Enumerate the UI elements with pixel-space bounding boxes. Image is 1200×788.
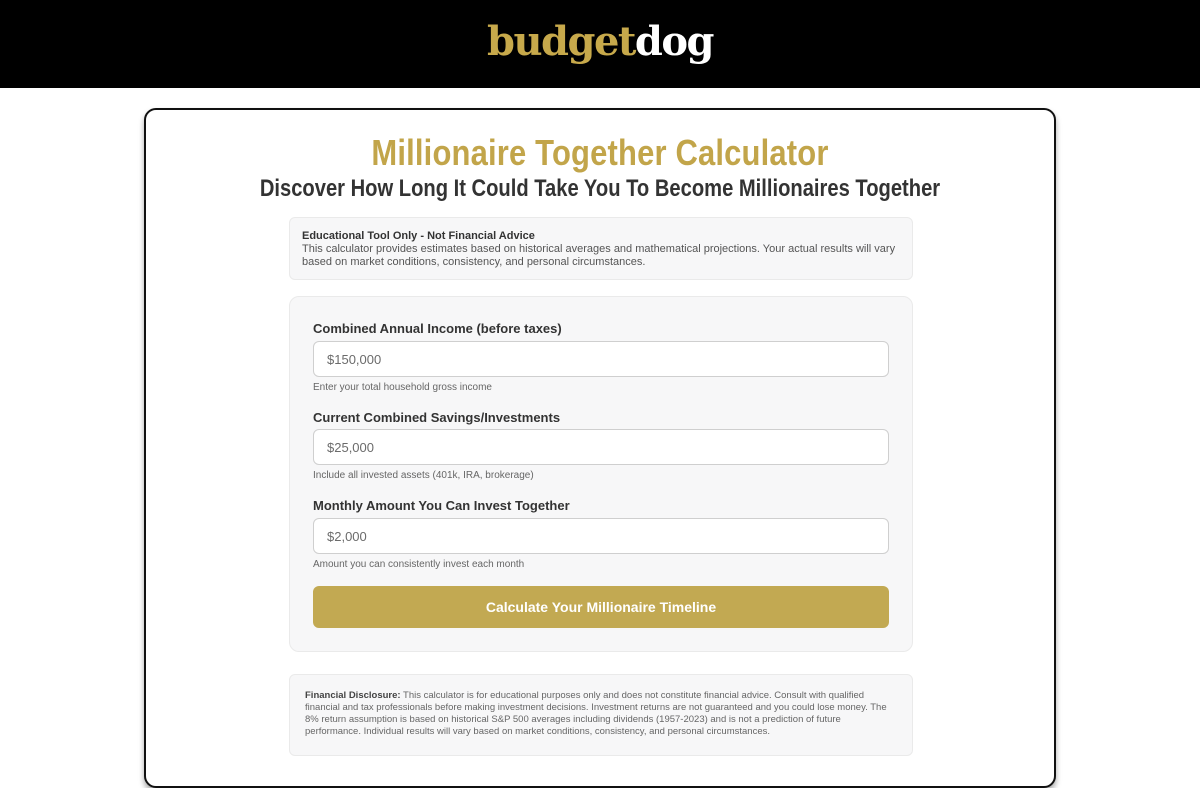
budgetdog-logo[interactable]	[486, 18, 714, 65]
monthly-invest-label: Monthly Amount You Can Invest Together	[313, 498, 570, 513]
income-input[interactable]	[313, 341, 889, 377]
educational-notice	[289, 217, 913, 280]
savings-label: Current Combined Savings/Investments	[313, 410, 561, 425]
page-subtitle: Discover How Long It Could Take You To Become Millionaires Together	[259, 175, 941, 202]
monthly-invest-input[interactable]	[313, 518, 889, 554]
monthly-invest-help: Amount you can consistently invest each month	[313, 559, 525, 570]
savings-input[interactable]	[313, 429, 889, 465]
calculator-card	[144, 108, 1056, 788]
calculate-button[interactable]: Calculate Your Millionaire Timeline	[313, 586, 889, 628]
notice-heading: Educational Tool Only - Not Financial Advice	[302, 230, 535, 242]
page-title: Millionaire Together Calculator	[371, 132, 829, 173]
income-help: Enter your total household gross income	[313, 382, 492, 393]
logo-text-budget: budget	[486, 18, 635, 65]
calculator-form	[289, 296, 913, 652]
logo-text-dog: dog	[634, 18, 714, 65]
savings-help: Include all invested assets (401k, IRA, brokerage)	[313, 470, 534, 481]
income-label: Combined Annual Income (before taxes)	[313, 321, 562, 336]
site-header	[0, 0, 1200, 88]
financial-disclosure	[289, 674, 913, 756]
disclosure-body: This calculator is for educational purposes only and does not constitute financial advice. Consult with qualified financial and tax professionals before making investment decisions. Investment returns are not guaranteed and you could lose money. The 8% return assumption is based on historical S&P 500 averages including dividends (1957-2023) and is not a prediction of future performance. Individual results will vary based on market conditions, consistency, and personal circumstances.	[305, 690, 887, 737]
notice-body: This calculator provides estimates based on historical averages and mathematical projections. Your actual results will vary based on market conditions, consistency, and personal circumstances.	[302, 243, 896, 268]
disclosure-heading: Financial Disclosure:	[305, 690, 401, 701]
